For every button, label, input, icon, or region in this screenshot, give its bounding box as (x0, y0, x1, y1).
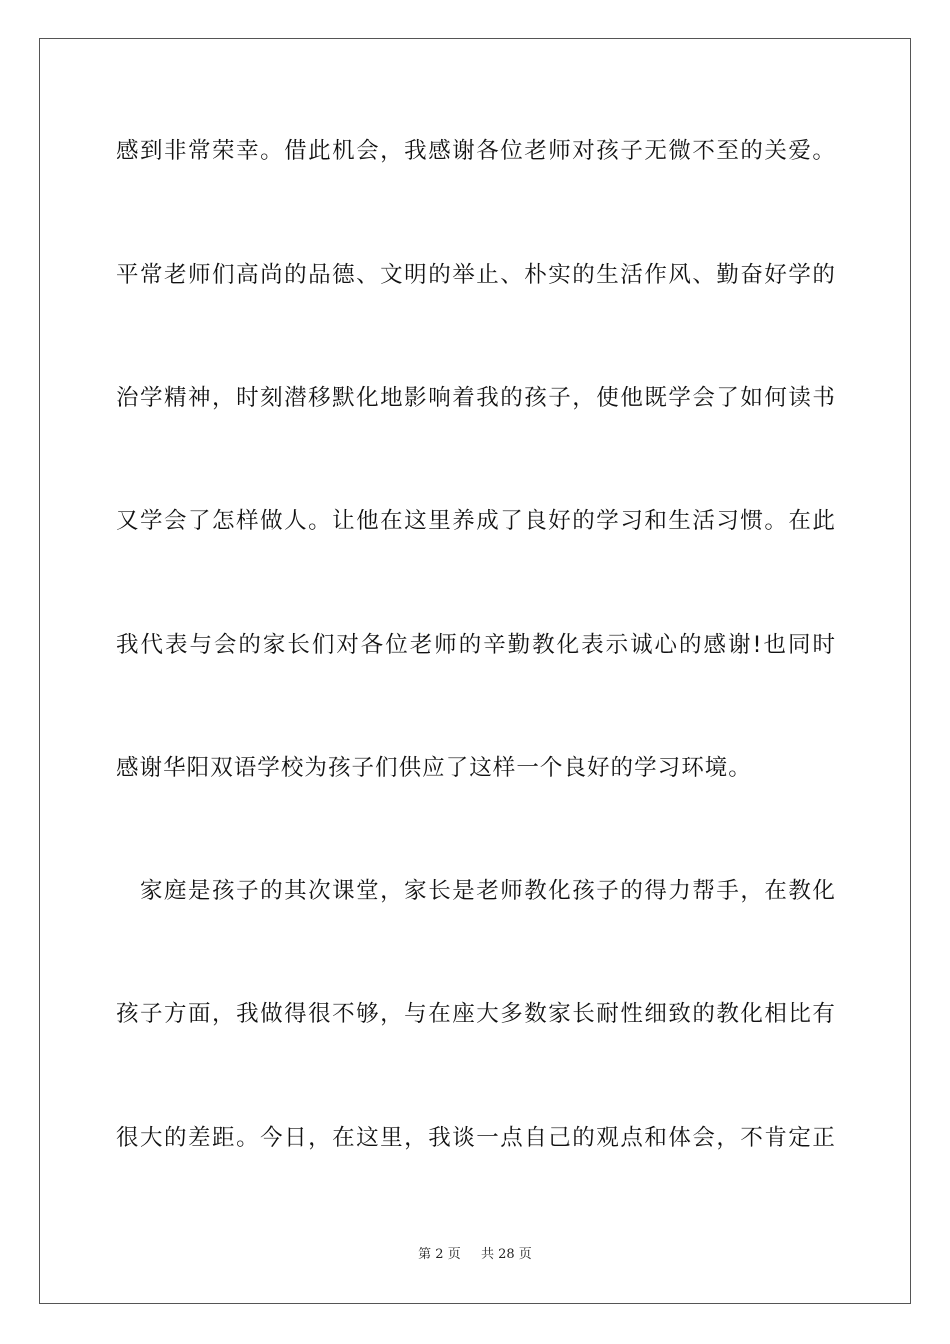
body-line-5: 我代表与会的家长们对各位老师的辛勤教化表示诚心的感谢!也同时 (116, 632, 836, 658)
total-pages: 共 28 页 (481, 1247, 532, 1262)
body-line-1: 感到非常荣幸。借此机会，我感谢各位老师对孩子无微不至的关爱。 (116, 138, 836, 164)
body-line-8: 孩子方面，我做得很不够，与在座大多数家长耐性细致的教化相比有 (116, 1001, 836, 1027)
body-line-3: 治学精神，时刻潜移默化地影响着我的孩子，使他既学会了如何读书 (116, 385, 836, 411)
body-line-9: 很大的差距。今日，在这里，我谈一点自己的观点和体会，不肯定正 (116, 1125, 836, 1151)
body-line-6: 感谢华阳双语学校为孩子们供应了这样一个良好的学习环境。 (116, 755, 752, 781)
page-number: 第 2 页 (418, 1247, 461, 1262)
page-footer (0, 1246, 950, 1264)
page-frame (39, 38, 911, 1304)
body-line-4: 又学会了怎样做人。让他在这里养成了良好的学习和生活习惯。在此 (116, 508, 836, 534)
body-line-7: 家庭是孩子的其次课堂，家长是老师教化孩子的得力帮手，在教化 (116, 878, 836, 904)
body-line-2: 平常老师们高尚的品德、文明的举止、朴实的生活作风、勤奋好学的 (116, 262, 836, 288)
